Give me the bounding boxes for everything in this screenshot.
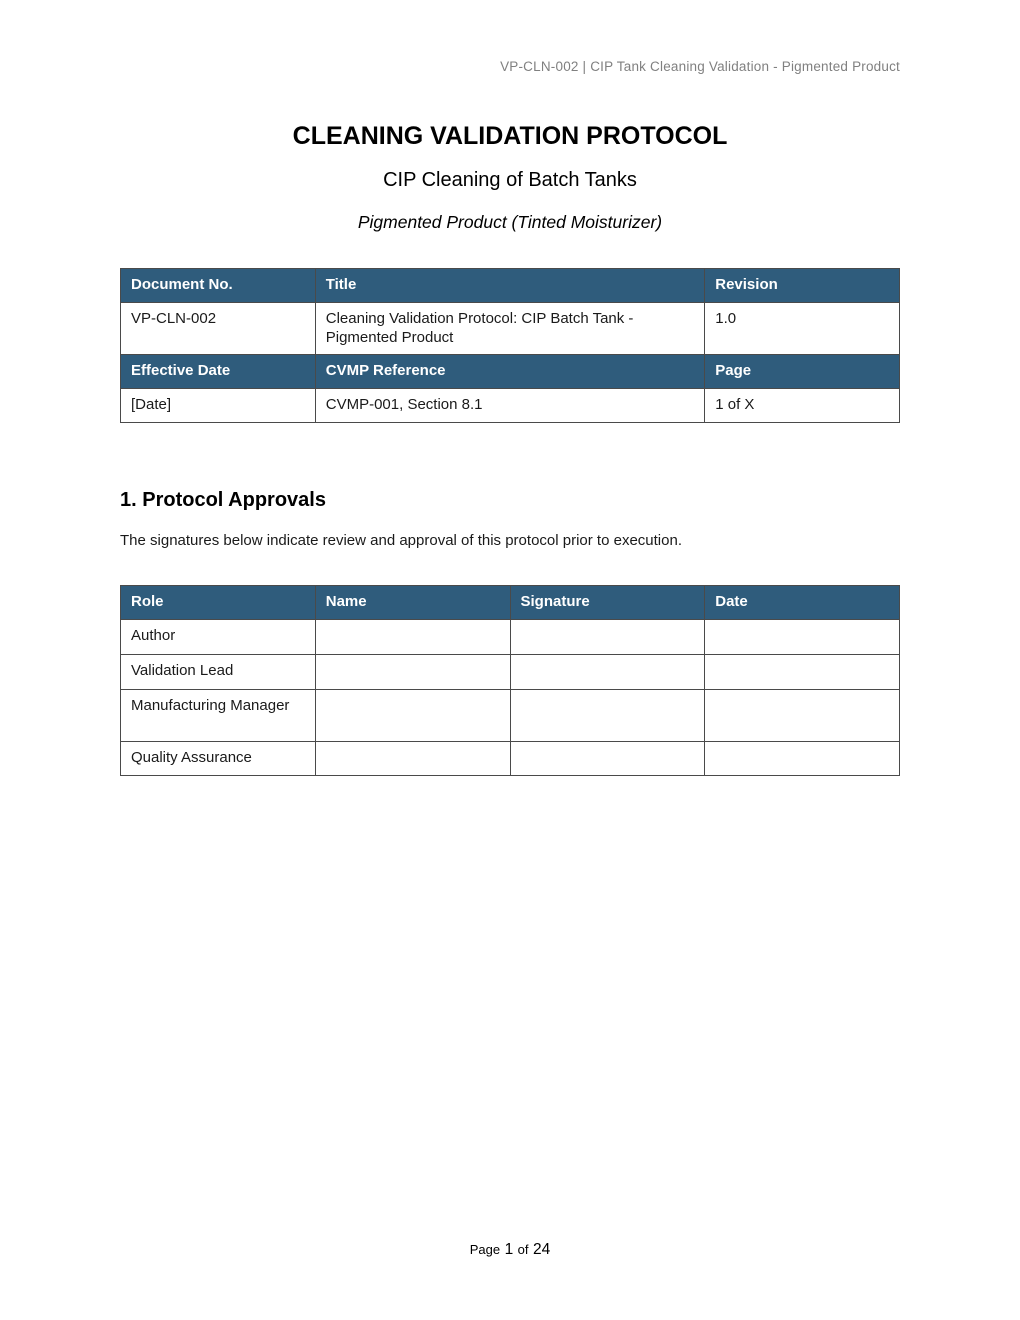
role-cell: Validation Lead — [121, 654, 316, 689]
role-cell: Author — [121, 619, 316, 654]
date-header: Date — [705, 586, 900, 620]
page-header: Page — [705, 355, 900, 389]
role-cell: Quality Assurance — [121, 741, 316, 775]
cvmp-reference-header: CVMP Reference — [315, 355, 705, 389]
footer-of-label: of — [517, 1242, 529, 1257]
signature-cell-empty — [510, 741, 705, 775]
doc-info-value-row-1 — [121, 302, 900, 355]
approvals-header-row — [121, 586, 900, 620]
name-header: Name — [315, 586, 510, 620]
name-cell-empty — [315, 741, 510, 775]
table-row-manufacturing-manager — [121, 689, 900, 741]
signature-cell-empty — [510, 654, 705, 689]
doc-info-value-row-2 — [121, 389, 900, 423]
title-value: Cleaning Validation Protocol: CIP Batch Tank - Pigmented Product — [315, 302, 705, 355]
date-cell-empty — [705, 654, 900, 689]
section-1-intro-text: The signatures below indicate review and approval of this protocol prior to execution. — [120, 532, 682, 549]
doc-no-header: Document No. — [121, 269, 316, 303]
effective-date-value: [Date] — [121, 389, 316, 423]
page-value: 1 of X — [705, 389, 900, 423]
document-subtitle: CIP Cleaning of Batch Tanks — [383, 169, 637, 191]
table-row-author — [121, 619, 900, 654]
revision-header: Revision — [705, 269, 900, 303]
revision-value: 1.0 — [705, 302, 900, 355]
document-subtitle-product: Pigmented Product (Tinted Moisturizer) — [357, 212, 663, 232]
header-document-reference: VP-CLN-002 | CIP Tank Cleaning Validation - Pigmented Product — [500, 59, 900, 74]
role-header: Role — [121, 586, 316, 620]
date-cell-empty — [705, 689, 900, 741]
document-title: CLEANING VALIDATION PROTOCOL — [292, 122, 728, 150]
footer-page-number: 1 — [504, 1241, 514, 1258]
doc-info-header-row-2 — [121, 355, 900, 389]
document-info-table — [120, 268, 900, 423]
doc-info-header-row-1 — [121, 269, 900, 303]
signature-cell-empty — [510, 689, 705, 741]
title-header: Title — [315, 269, 705, 303]
effective-date-header: Effective Date — [121, 355, 316, 389]
page-footer — [0, 1241, 1020, 1259]
name-cell-empty — [315, 689, 510, 741]
footer-page-label: Page — [469, 1242, 501, 1257]
name-cell-empty — [315, 654, 510, 689]
role-cell: Manufacturing Manager — [121, 689, 316, 741]
name-cell-empty — [315, 619, 510, 654]
date-cell-empty — [705, 619, 900, 654]
date-cell-empty — [705, 741, 900, 775]
section-1-heading: 1. Protocol Approvals — [120, 489, 326, 511]
cvmp-reference-value: CVMP-001, Section 8.1 — [315, 389, 705, 423]
footer-total-pages: 24 — [532, 1241, 551, 1258]
doc-no-value: VP-CLN-002 — [121, 302, 316, 355]
signature-header: Signature — [510, 586, 705, 620]
table-row-quality-assurance — [121, 741, 900, 775]
signature-cell-empty — [510, 619, 705, 654]
protocol-approvals-table — [120, 585, 900, 776]
table-row-validation-lead — [121, 654, 900, 689]
